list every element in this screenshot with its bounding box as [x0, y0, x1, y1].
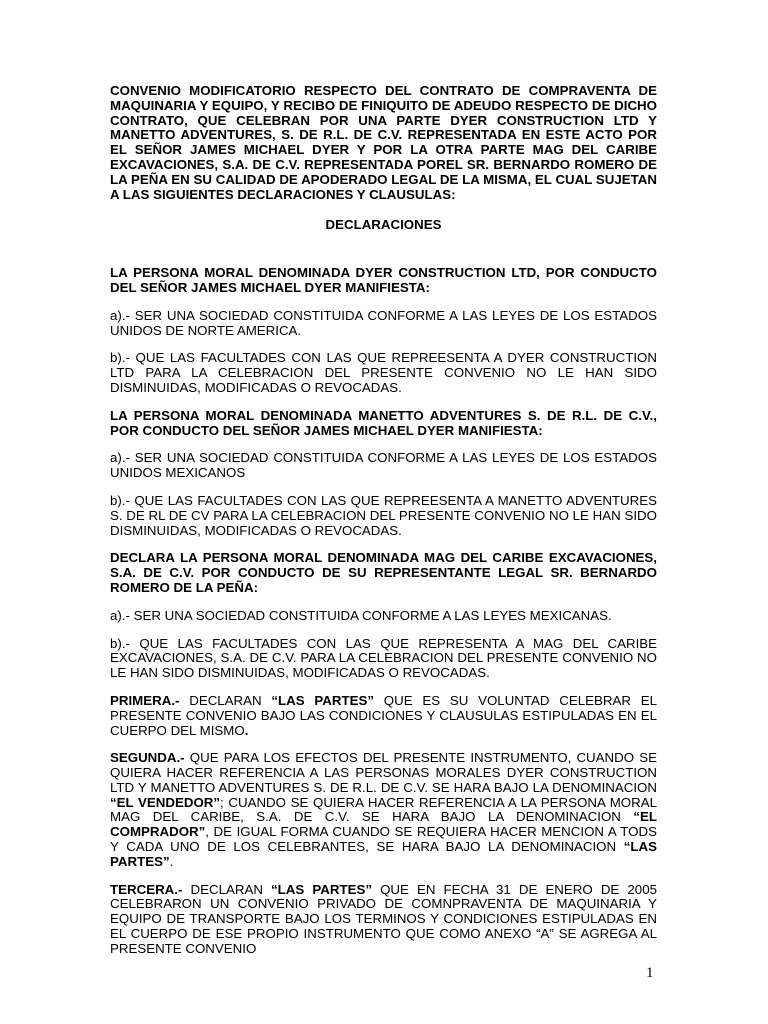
- clause-tercera-text-2: QUE EN FECHA 31 DE ENERO DE 2005 CELEBRARON UN CONVENIO PRIVADO DE COMNPRAVENTA DE MAQUINARIA Y EQUIPO DE TRANSPORTE BAJO LOS TERMINOS Y CONDICIONES ESTIPULADAS EN EL CUERPO DE ESE PROPIO INSTRUMENTO QUE COMO ANEXO “A” SE AGREGA AL PRESENTE CONVENIO: [110, 881, 657, 956]
- declaration-heading-mag: DECLARA LA PERSONA MORAL DENOMINADA MAG DEL CARIBE EXCAVACIONES, S.A. DE C.V. POR CONDUCTO DE SU REPRESENTANTE LEGAL SR. BERNARDO ROMERO DE LA PEÑA:: [110, 550, 657, 595]
- declaration-manetto-b: b).- QUE LAS FACULTADES CON LAS QUE REPREESENTA A MANETTO ADVENTURES S. DE RL DE CV PARA LA CELEBRACION DEL PRESENTE CONVENIO NO LE HAN SIDO DISMINUIDAS, MODIFICADAS O REVOCADAS.: [110, 492, 657, 538]
- declaration-dyer-a: a).- SER UNA SOCIEDAD CONSTITUIDA CONFORME A LAS LEYES DE LOS ESTADOS UNIDOS DE NORTE AMERICA.: [110, 307, 657, 338]
- declaration-manetto-a: a).- SER UNA SOCIEDAD CONSTITUIDA CONFORME A LAS LEYES DE LOS ESTADOS UNIDOS MEXICANOS: [110, 450, 657, 481]
- clause-primera: [110, 694, 657, 738]
- declaration-heading-dyer: LA PERSONA MORAL DENOMINADA DYER CONSTRUCTION LTD, POR CONDUCTO DEL SEÑOR JAMES MICHAEL DYER MANIFIESTA:: [110, 265, 657, 295]
- clause-segunda-bold-1: “EL VENDEDOR”: [110, 794, 221, 810]
- clause-primera-text-2: QUE ES SU VOLUNTAD CELEBRAR EL PRESENTE CONVENIO BAJO LAS CONDICIONES Y CLAUSULAS ESTIPULADAS EN EL CUERPO DEL MISMO: [110, 692, 657, 738]
- clause-segunda-bold-2: “EL COMPRADOR”: [110, 809, 657, 840]
- clause-segunda-bold-3: “LAS PARTES”: [110, 839, 657, 869]
- document-body: [110, 84, 657, 970]
- clause-segunda-text-1: QUE PARA LOS EFECTOS DEL PRESENTE INSTRUMENTO, CUANDO SE QUIERA HACER REFERENCIA A LAS PERSONAS MORALES DYER CONSTRUCTION LTD Y MANETTO ADVENTURES S. DE R.L. DE C.V. SE HARA BAJO LA DENOMINACION: [110, 750, 657, 795]
- clause-segunda-label: SEGUNDA.-: [110, 750, 185, 766]
- page-number: 1: [646, 965, 654, 981]
- clause-primera-bold-1: “LAS PARTES”: [271, 692, 375, 708]
- clause-tercera-label: TERCERA.-: [110, 881, 183, 897]
- document-title: CONVENIO MODIFICATORIO RESPECTO DEL CONTRATO DE COMPRAVENTA DE MAQUINARIA Y EQUIPO, Y RECIBO DE FINIQUITO DE ADEUDO RESPECTO DE DICHO CONTRATO, QUE CELEBRAN POR UNA PARTE DYER CONSTRUCTION LTD Y MANETTO ADVENTURES, S. DE R.L. DE C.V. REPRESENTADA EN ESTE ACTO POR EL SEÑOR JAMES MICHAEL DYER Y POR LA OTRA PARTE MAG DEL CARIBE EXCAVACIONES, S.A. DE C.V. REPRESENTADA POREL SR. BERNARDO ROMERO DE LA PEÑA EN SU CALIDAD DE APODERADO LEGAL DE LA MISMA, EL CUAL SUJETAN A LAS SIGUIENTES DECLARACIONES Y CLAUSULAS:: [110, 83, 657, 202]
- declaration-mag-a: a).- SER UNA SOCIEDAD CONSTITUIDA CONFORME A LAS LEYES MEXICANAS.: [110, 607, 612, 623]
- declaration-mag-b: b).- QUE LAS FACULTADES CON LAS QUE REPRESENTA A MAG DEL CARIBE EXCAVACIONES, S.A. DE C.V. PARA LA CELEBRACION DEL PRESENTE CONVENIO NO LE HAN SIDO DISMINUIDAS, MODIFICADAS O REVOCADAS.: [110, 635, 657, 681]
- section-heading-declaraciones: DECLARACIONES: [325, 217, 442, 233]
- declaration-heading-manetto: LA PERSONA MORAL DENOMINADA MANETTO ADVENTURES S. DE R.L. DE C.V., POR CONDUCTO DEL SEÑOR JAMES MICHAEL DYER MANIFIESTA:: [110, 407, 657, 438]
- clause-tercera-bold-1: “LAS PARTES”: [271, 881, 372, 897]
- clause-segunda-text-2: ; CUANDO SE QUIERA HACER REFERENCIA A LA PERSONA MORAL MAG DEL CARIBE, S.A. DE C.V. SE HARA BAJO LA DENOMINACION: [110, 794, 657, 825]
- clause-tercera: [110, 883, 657, 957]
- declaration-dyer-b: b).- QUE LAS FACULTADES CON LAS QUE REPREESENTA A DYER CONSTRUCTION LTD PARA LA CELEBRACION DEL PRESENTE CONVENIO NO LE HAN SIDO DISMINUIDAS, MODIFICADAS O REVOCADAS.: [110, 350, 657, 395]
- clause-segunda: [110, 751, 657, 869]
- clause-primera-bold-2: .: [244, 722, 249, 738]
- clause-segunda-text-4: .: [169, 853, 174, 869]
- clause-primera-label: PRIMERA.-: [110, 692, 180, 708]
- clause-segunda-text-3: , DE IGUAL FORMA CUANDO SE REQUIERA HACER MENCION A TODS Y CADA UNO DE LOS CELEBRANTES, SE HARA BAJO LA DENOMINACION: [110, 824, 657, 855]
- clause-tercera-text-1: DECLARAN: [182, 881, 272, 897]
- clause-primera-text-1: DECLARAN: [179, 692, 272, 708]
